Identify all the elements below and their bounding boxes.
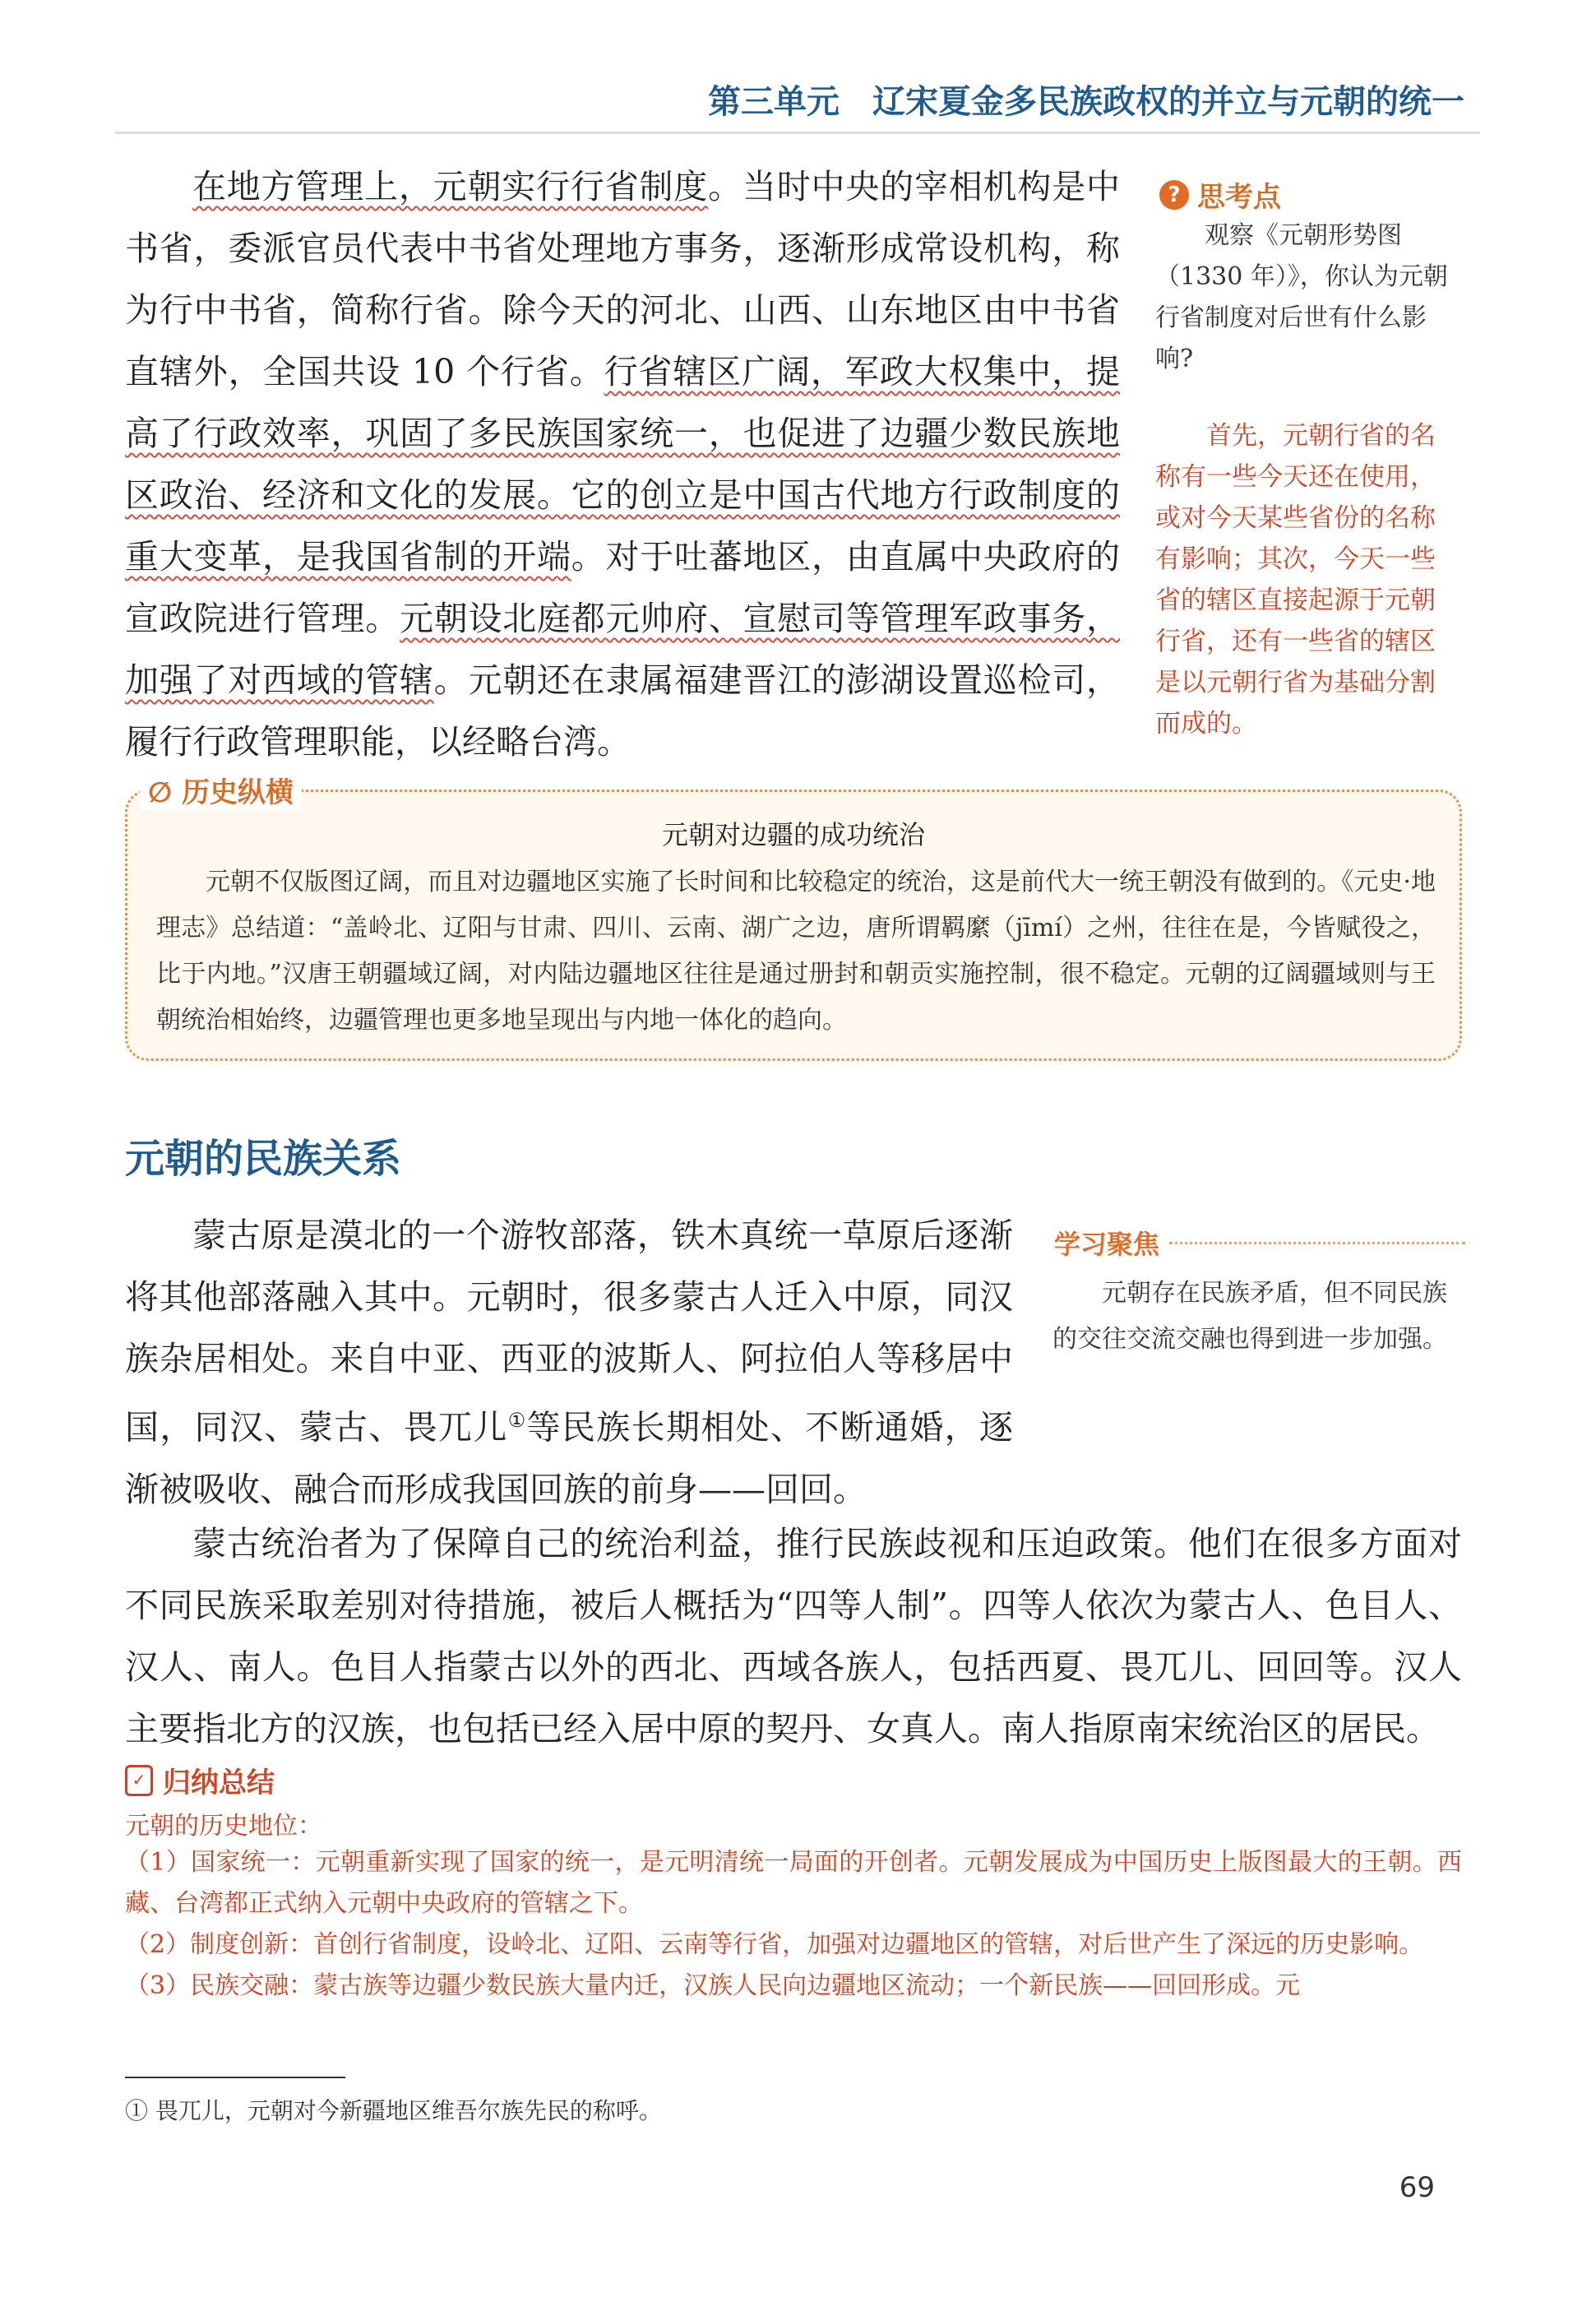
checklist-icon: ✓ <box>125 1765 153 1796</box>
underlined-text: 在地方管理上，元朝实行行省制度 <box>192 167 709 206</box>
history-box-title: 元朝对边疆的成功统治 <box>661 819 925 850</box>
compass-icon: ∅ <box>148 776 182 809</box>
underlined-text: 元朝设北庭都元帅府、宣慰司等管理军政事务，加强了对西域的管辖 <box>125 599 1120 700</box>
summary-item: （2）制度创新：首创行省制度，设岭北、辽阳、云南等行省，加强对边疆地区的管辖，对后世产生了深远的历史影响。 <box>125 1930 1424 1959</box>
paragraph-mongol-migration: 蒙古原是漠北的一个游牧部落，铁木真统一草原后逐渐将其他部落融入其中。元朝时，很多蒙古人迁入中原，同汉族杂居相处。来自中亚、西亚的波斯人、阿拉伯人等移居中国，同汉、蒙古、畏兀儿①等民族长期相处、不断通婚，逐渐被吸收、融合而形成我国回族的前身——回回。 <box>125 1216 1014 1509</box>
text-segment: 。对于吐蕃地区，由直属中央政府的宣政院进行管理。 <box>125 537 1120 638</box>
header-divider <box>115 132 1480 134</box>
footnote-divider <box>125 2077 345 2078</box>
summary-list <box>125 1842 1462 2007</box>
thinking-point-title <box>1159 174 1281 215</box>
paragraph-province-system <box>125 156 1120 773</box>
footnote-ref: ① <box>507 1409 527 1432</box>
learning-focus-text: 元朝存在民族矛盾，但不同民族的交往交流交融也得到进一步加强。 <box>1052 1279 1447 1354</box>
footnote: ① 畏兀儿，元朝对今新疆地区维吾尔族先民的称呼。 <box>125 2097 662 2124</box>
text-segment: 。当时中央的宰相机构是中书省，委派官员代表中书省处理地方事务，逐渐形成常设机构，称为行中书省，简称行省。除今天的河北、山西、山东地区由中书省直辖外，全国共设 10 个行省。 <box>125 167 1121 391</box>
summary-item: （3）民族交融：蒙古族等边疆少数民族大量内迁，汉族人民向边疆地区流动；一个新民族——回回形成。元 <box>125 1971 1301 2000</box>
summary-intro: 元朝的历史地位： <box>125 1812 322 1841</box>
history-box-label: ∅ 历史纵横 <box>140 770 302 810</box>
summary-item: （1）国家统一：元朝重新实现了国家的统一，是元明清统一局面的开创者。元朝发展成为中国历史上版图最大的王朝。西藏、台湾都正式纳入元朝中央政府的管辖之下。 <box>125 1848 1462 1918</box>
learning-focus-divider <box>1169 1242 1465 1244</box>
thinking-point-question: 观察《元朝形势图（1330 年）》，你认为元朝行省制度对后世有什么影响? <box>1155 221 1448 373</box>
summary-title <box>125 1760 275 1800</box>
history-box-text: 元朝不仅版图辽阔，而且对边疆地区实施了长时间和比较稳定的统治，这是前代大一统王朝没有做到的。《元史·地理志》总结道：“盖岭北、辽阳与甘肃、四川、云南、湖广之边，唐所谓羁縻（jīmí）之州，往往在是，今皆赋役之，比于内地。”汉唐王朝疆域辽阔，对内陆边疆地区往往是通过册封和朝贡实施控制，很不稳定。元朝的辽阔疆域则与王朝统治相始终，边疆管理也更多地呈现出与内地一体化的趋向。 <box>156 868 1436 1035</box>
unit-header: 第三单元 辽宋夏金多民族政权的并立与元朝的统一 <box>708 83 1464 121</box>
page-number: 69 <box>1399 2171 1435 2204</box>
underlined-text: 行省辖区广阔，军政大权集中，提高了行政效率，巩固了多民族国家统一，也促进了边疆少数民族地区政治、经济和文化的发展。它的创立是中国古代地方行政制度的重大变革，是我国省制的开端 <box>125 352 1120 577</box>
thinking-point-answer: 首先，元朝行省的名称有一些今天还在使用，或对今天某些省份的名称有影响；其次，今天一些省的辖区直接起源于元朝行省，还有一些省的辖区是以元朝行省为基础分割而成的。 <box>1155 421 1436 739</box>
question-icon: ? <box>1159 180 1189 210</box>
paragraph-four-classes: 蒙古统治者为了保障自己的统治利益，推行民族歧视和压迫政策。他们在很多方面对不同民族采取差别对待措施，被后人概括为“四等人制”。四等人依次为蒙古人、色目人、汉人、南人。色目人指蒙古以外的西北、西域各族人，包括西夏、畏兀儿、回回等。汉人主要指北方的汉族，也包括已经入居中原的契丹、女真人。南人指原南宋统治区的居民。 <box>125 1524 1462 1748</box>
text-segment: 。元朝还在隶属福建晋江的澎湖设置巡检司，履行行政管理职能，以经略台湾。 <box>125 660 1120 762</box>
learning-focus-title: 学习聚焦 <box>1054 1229 1160 1260</box>
section-title: 元朝的民族关系 <box>125 1136 402 1182</box>
thinking-point-label: 思考点 <box>1197 181 1281 214</box>
summary-label: 归纳总结 <box>163 1767 275 1799</box>
